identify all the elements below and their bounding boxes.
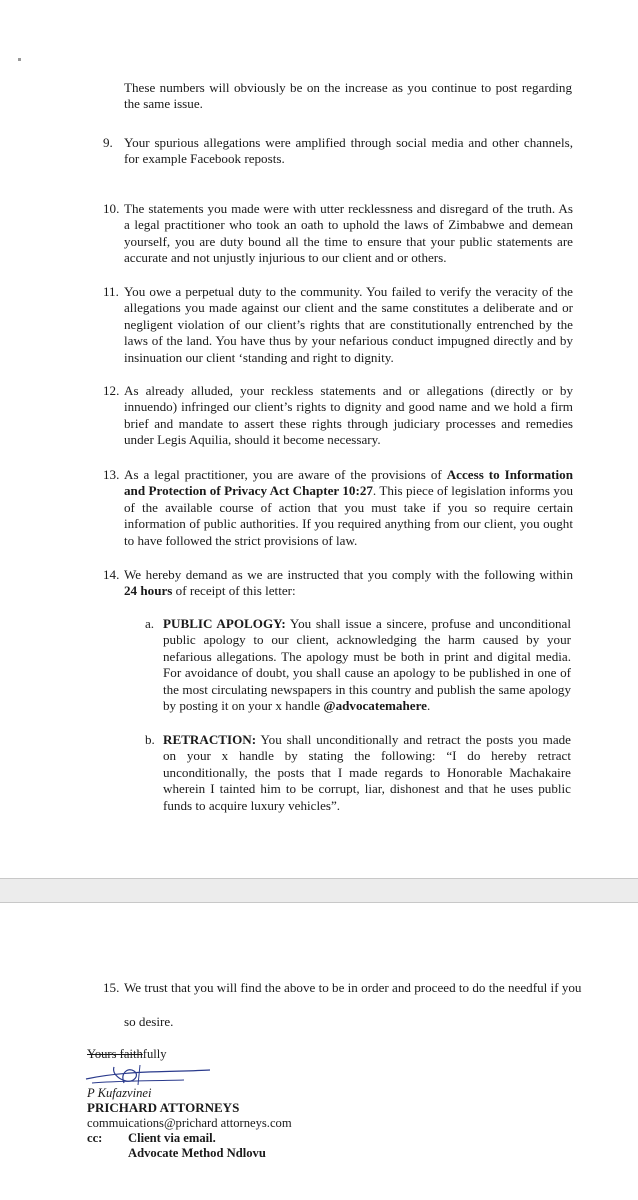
item-number: 15. <box>103 980 120 995</box>
scan-speck <box>18 58 21 61</box>
firm-name: PRICHARD ATTORNEYS <box>87 1100 240 1115</box>
item-text: We trust that you will find the above to be in order and proceed to do the needful if you so desire. <box>124 980 582 1030</box>
item-number: 14. <box>103 567 120 582</box>
sub-item-heading: RETRACTION: <box>163 732 257 747</box>
sub-item-text: PUBLIC APOLOGY: You shall issue a sincere, profuse and unconditional public apology to our client, acknowledging the harm caused by your nefarious allegations. The apology must be both in print and digital media. For avoidance of doubt, you shall cause an apology to be published in one of the most circulating newspapers in this country and publish the same apology by posting it on your x handle @advocatemahere. <box>163 616 571 714</box>
sub-item-text: RETRACTION: You shall unconditionally and retract the posts you made on your x handle by stating the following: “I do hereby retract unconditionally, the posts that I made regards to Honorable Machakaire wherein I tainted him to be corrupt, liar, dishonest and that he uses public funds to acquire luxury vehicles”. <box>163 732 571 813</box>
firm-email: commuications@prichard attorneys.com <box>87 1116 292 1130</box>
item-text: As already alluded, your reckless statements and or allegations (directly or by innuendo) infringed our client’s rights to dignity and good name and we hold a firm brief and mandate to assert these rights through judiciary processes and remedies under Legis Aquilia, should it become necessary. <box>124 383 573 448</box>
intro-paragraph: These numbers will obviously be on the increase as you continue to post regarding the same issue. <box>124 80 572 112</box>
cc-recipient: Advocate Method Ndlovu <box>128 1146 266 1160</box>
item-number: 12. <box>103 383 120 398</box>
item-number: 10. <box>103 201 120 216</box>
sub-item-letter: a. <box>145 616 155 631</box>
item-number: 13. <box>103 467 120 482</box>
cc-label: cc: <box>87 1131 103 1145</box>
x-handle: @advocatemahere <box>323 698 427 714</box>
item-text: You owe a perpetual duty to the community. You failed to verify the veracity of the allegations you made against our client and the same constitutes a deliberate and or negligent violation of our client’s rights that are constitutionally entrenched by the laws of the land. You have thus by your nefarious conduct impugned directly and by insinuation our client ‘standing and right to dignity. <box>124 284 573 365</box>
signatory-name: P Kufazvinei <box>87 1086 152 1100</box>
cc-recipient: Client via email. <box>128 1131 216 1145</box>
page-gap <box>0 878 638 903</box>
deadline: 24 hours <box>124 583 173 599</box>
item-text: We hereby demand as we are instructed that you comply with the following within 24 hours of receipt of this letter: <box>124 567 573 599</box>
letter-page-2 <box>0 903 638 1200</box>
item-number: 9. <box>103 135 113 150</box>
act-name: Access to Information and Protection of Privacy Act Chapter 10:27 <box>124 467 573 499</box>
item-text: As a legal practitioner, you are aware of the provisions of Access to Information and Protection of Privacy Act Chapter 10:27. This piece of legislation informs you of the available course of action that you must take if you so require certain information of public authorities. If you required anything from our client, you ought to have followed the strict provisions of law. <box>124 467 573 548</box>
sub-item-heading: PUBLIC APOLOGY: <box>163 616 286 631</box>
item-text: Your spurious allegations were amplified through social media and other channels, for example Facebook reposts. <box>124 135 573 167</box>
sub-item-letter: b. <box>145 732 155 747</box>
item-number: 11. <box>103 284 119 299</box>
item-text: The statements you made were with utter recklessness and disregard of the truth. As a legal practitioner who took an oath to uphold the laws of Zimbabwe and demean yourself, you are duty bound all the time to ensure that your public statements are accurate and not unjustly injurious to our client and or others. <box>124 201 573 266</box>
closing-line: Yours faithfully <box>87 1047 167 1061</box>
